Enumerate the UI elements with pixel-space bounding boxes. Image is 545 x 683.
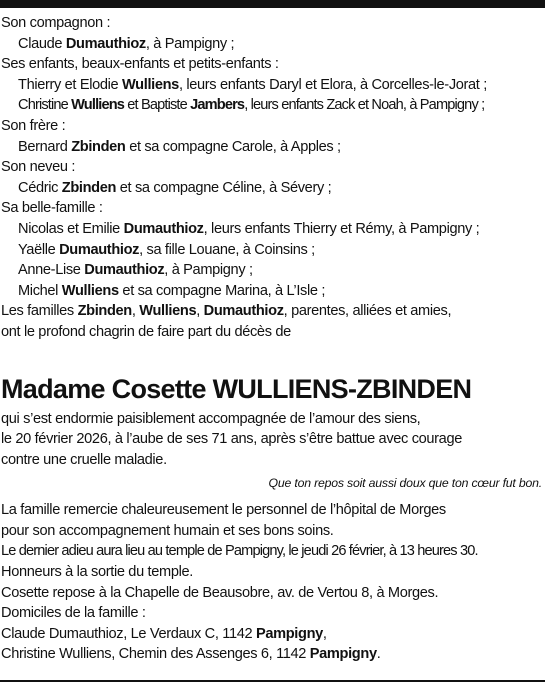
text-segment: Thierry et Elodie xyxy=(18,76,123,93)
closing-line xyxy=(1,562,543,583)
text-segment: , xyxy=(322,625,327,642)
text-segment: et sa compagne Marina, à L’Isle ; xyxy=(118,282,326,299)
family-line: Son frère : xyxy=(1,117,66,134)
surname: Dumauthioz xyxy=(84,262,165,279)
text-segment: , à Pampigny ; xyxy=(164,262,253,279)
family-line xyxy=(1,95,543,116)
passing-line: contre une cruelle maladie. xyxy=(1,451,167,468)
closing-text xyxy=(1,500,543,665)
family-line xyxy=(1,75,543,96)
family-line xyxy=(1,260,543,281)
text-segment: Nicolas et Emilie xyxy=(18,220,124,237)
text-segment: Claude xyxy=(18,35,66,52)
text-segment: , xyxy=(196,303,204,320)
family-line xyxy=(1,240,543,261)
closing-line xyxy=(1,644,543,665)
surname: Wulliens xyxy=(61,282,119,299)
text-segment: , leurs enfants Zack et Noah, à Pampigny ; xyxy=(244,97,485,114)
text-segment: et Baptiste xyxy=(124,97,191,114)
text-segment: , sa fille Louane, à Coinsins ; xyxy=(139,241,315,258)
surname: Pampigny xyxy=(309,646,377,663)
family-line: ont le profond chagrin de faire part du décès de xyxy=(1,323,291,340)
closing-line xyxy=(1,521,543,542)
family-line: Son neveu : xyxy=(1,159,76,176)
epitaph-quote: Que ton repos soit aussi doux que ton cœur fut bon. xyxy=(268,476,542,491)
text-segment: Christine Wulliens, Chemin des Assenges 6, 1142 xyxy=(1,646,310,663)
text-segment: et sa compagne Céline, à Sévery ; xyxy=(116,179,332,196)
family-line xyxy=(1,34,543,55)
text-segment: pour son accompagnement humain et ses bons soins. xyxy=(1,522,334,539)
text-segment: , xyxy=(131,303,140,320)
surname: Dumauthioz xyxy=(203,303,284,320)
closing-line xyxy=(1,583,543,604)
surname: Dumauthioz xyxy=(123,220,204,237)
passing-line: qui s’est endormie paisiblement accompagnée de l’amour des siens, xyxy=(1,410,421,427)
text-segment: Yaëlle xyxy=(18,241,60,258)
text-segment: Claude Dumauthioz, Le Verdaux C, 1142 xyxy=(1,625,256,642)
surname: Wulliens xyxy=(139,303,197,320)
text-segment: Michel xyxy=(18,282,62,299)
surname: Dumauthioz xyxy=(65,35,146,52)
text-segment: Christine xyxy=(18,97,72,114)
family-line xyxy=(1,137,543,158)
surname: Dumauthioz xyxy=(59,241,140,258)
text-segment: Cosette repose à la Chapelle de Beausobre, av. de Vertou 8, à Morges. xyxy=(1,584,439,601)
family-line xyxy=(1,219,543,240)
family-line: Ses enfants, beaux-enfants et petits-enfants : xyxy=(1,56,279,73)
text-segment: . xyxy=(376,646,381,663)
obituary-notice xyxy=(1,13,543,665)
text-segment: Cédric xyxy=(18,179,62,196)
text-segment: , leurs enfants Thierry et Rémy, à Pampigny ; xyxy=(203,220,480,237)
text-segment: Les familles xyxy=(1,303,78,320)
text-segment: , à Pampigny ; xyxy=(145,35,235,52)
family-line: Son compagnon : xyxy=(1,15,111,31)
top-rule xyxy=(0,0,545,8)
deceased-name: Madame Cosette WULLIENS-ZBINDEN xyxy=(1,373,472,404)
passing-text xyxy=(1,409,543,471)
text-segment: La famille remercie chaleureusement le personnel de l’hôpital de Morges xyxy=(1,502,446,519)
surname: Wulliens xyxy=(122,76,179,93)
bottom-rule xyxy=(0,680,545,682)
text-segment: , leurs enfants Daryl et Elora, à Corcelles-le-Jorat ; xyxy=(178,76,487,93)
closing-line xyxy=(1,624,543,645)
closing-line xyxy=(1,541,543,562)
text-segment: Domiciles de la famille : xyxy=(1,605,146,622)
text-segment: Honneurs à la sortie du temple. xyxy=(1,564,193,581)
surname: Jambers xyxy=(190,97,245,114)
surname: Zbinden xyxy=(77,303,132,320)
text-segment: , parentes, alliées et amies, xyxy=(283,303,452,320)
family-line xyxy=(1,301,543,322)
text-segment: et sa compagne Carole, à Apples ; xyxy=(125,138,341,155)
family-line xyxy=(1,178,543,199)
text-segment: Bernard xyxy=(18,138,72,155)
surname: Zbinden xyxy=(71,138,126,155)
surname: Zbinden xyxy=(61,179,117,196)
surname: Pampigny xyxy=(255,625,323,642)
closing-line xyxy=(1,603,543,624)
closing-line xyxy=(1,500,543,521)
family-list xyxy=(1,13,543,343)
surname: Wulliens xyxy=(71,97,125,114)
family-line xyxy=(1,281,543,302)
text-segment: Anne-Lise xyxy=(18,262,85,279)
passing-line: le 20 février 2026, à l’aube de ses 71 ans, après s’être battue avec courage xyxy=(1,431,462,448)
family-line: Sa belle-famille : xyxy=(1,200,103,217)
text-segment: Le dernier adieu aura lieu au temple de Pampigny, le jeudi 26 février, à 13 heures 30. xyxy=(1,543,478,560)
